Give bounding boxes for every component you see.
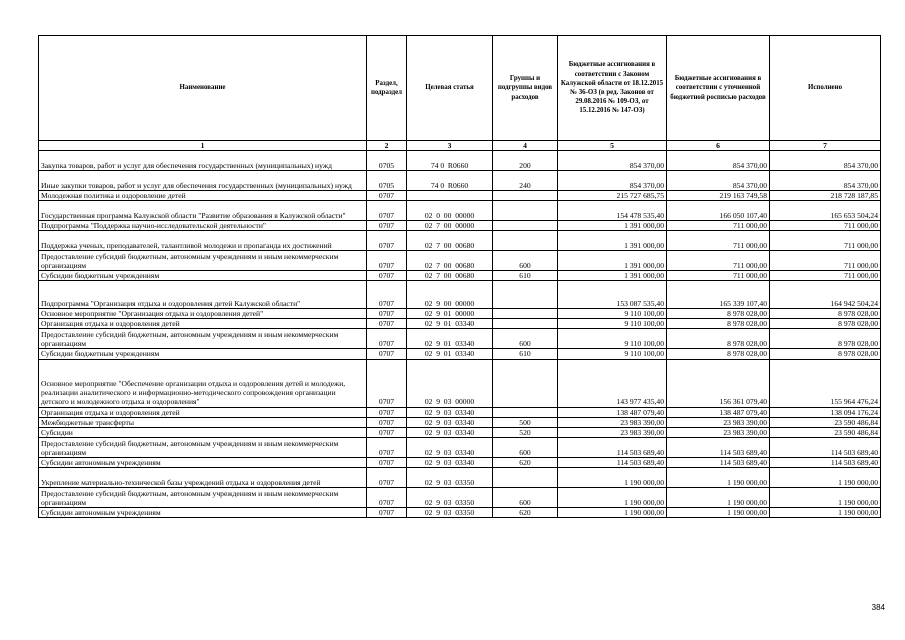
cell-target xyxy=(407,191,493,201)
cell-target: 02 7 00 00680 xyxy=(407,231,493,251)
cell-group: 620 xyxy=(493,457,558,467)
cell-executed: 1 190 000,00 xyxy=(770,467,881,487)
cell-executed: 23 590 486,84 xyxy=(770,427,881,437)
cell-refined: 711 000,00 xyxy=(667,221,770,231)
header-section: Раздел, подраздел xyxy=(367,36,407,141)
table-row xyxy=(39,507,881,517)
cell-law: 215 727 685,75 xyxy=(558,191,667,201)
cell-section: 0705 xyxy=(367,171,407,191)
cell-target: 02 9 01 00000 xyxy=(407,309,493,319)
cell-target: 02 9 03 03340 xyxy=(407,407,493,417)
cell-target: 02 9 01 03340 xyxy=(407,349,493,359)
cell-section: 0707 xyxy=(367,407,407,417)
cell-law: 1 391 000,00 xyxy=(558,221,667,231)
cell-group xyxy=(493,407,558,417)
cell-name: Подпрограмма "Поддержка научно-исследовательской деятельности" xyxy=(39,221,367,231)
cell-target: 02 9 03 03340 xyxy=(407,457,493,467)
cell-law: 1 391 000,00 xyxy=(558,231,667,251)
table-row xyxy=(39,427,881,437)
table-row xyxy=(39,191,881,201)
cell-name: Предоставление субсидий бюджетным, автономным учреждениям и иным некоммерческим организациям xyxy=(39,329,367,349)
column-number: 5 xyxy=(558,141,667,151)
cell-name: Межбюджетные трансферты xyxy=(39,417,367,427)
cell-section: 0707 xyxy=(367,191,407,201)
table-row xyxy=(39,221,881,231)
cell-target: 02 9 03 03340 xyxy=(407,427,493,437)
cell-section: 0707 xyxy=(367,437,407,457)
table-row xyxy=(39,231,881,251)
page-number: 384 xyxy=(871,603,885,612)
cell-name: Субсидии автономным учреждениям xyxy=(39,457,367,467)
cell-name: Организация отдыха и оздоровления детей xyxy=(39,319,367,329)
cell-refined: 23 983 390,00 xyxy=(667,427,770,437)
header-name: Наименование xyxy=(39,36,367,141)
cell-section: 0707 xyxy=(367,417,407,427)
table-row xyxy=(39,171,881,191)
cell-executed: 8 978 028,00 xyxy=(770,309,881,319)
cell-group: 240 xyxy=(493,171,558,191)
cell-name: Основное мероприятие "Обеспечение организации отдыха и оздоровления детей и молодежи, реализации аналитического и информационно-методического сопровождения организации детского и молодежного отдыха и оздоровления" xyxy=(39,359,367,407)
cell-refined: 8 978 028,00 xyxy=(667,319,770,329)
cell-name: Предоставление субсидий бюджетным, автономным учреждениям и иным некоммерческим организациям xyxy=(39,437,367,457)
cell-section: 0707 xyxy=(367,487,407,507)
cell-section: 0707 xyxy=(367,251,407,271)
cell-refined: 854 370,00 xyxy=(667,171,770,191)
cell-name: Субсидии бюджетным учреждениям xyxy=(39,271,367,281)
cell-law: 138 487 079,40 xyxy=(558,407,667,417)
table-row xyxy=(39,151,881,171)
cell-law: 1 190 000,00 xyxy=(558,507,667,517)
cell-refined: 156 361 079,40 xyxy=(667,359,770,407)
table-row xyxy=(39,417,881,427)
cell-refined: 166 050 107,40 xyxy=(667,201,770,221)
cell-executed: 711 000,00 xyxy=(770,231,881,251)
table-row xyxy=(39,407,881,417)
cell-name: Субсидии xyxy=(39,427,367,437)
cell-executed: 8 978 028,00 xyxy=(770,329,881,349)
cell-group: 500 xyxy=(493,417,558,427)
table-row xyxy=(39,487,881,507)
cell-group: 620 xyxy=(493,507,558,517)
cell-law: 1 190 000,00 xyxy=(558,487,667,507)
column-number: 1 xyxy=(39,141,367,151)
table-row xyxy=(39,457,881,467)
cell-law: 1 190 000,00 xyxy=(558,467,667,487)
cell-name: Подпрограмма "Организация отдыха и оздоровления детей Калужской области" xyxy=(39,281,367,309)
cell-refined: 8 978 028,00 xyxy=(667,349,770,359)
cell-executed: 8 978 028,00 xyxy=(770,319,881,329)
cell-group xyxy=(493,467,558,487)
cell-target: 02 9 03 03340 xyxy=(407,417,493,427)
table-row xyxy=(39,309,881,319)
table-row xyxy=(39,437,881,457)
cell-section: 0707 xyxy=(367,231,407,251)
cell-group: 600 xyxy=(493,437,558,457)
cell-group: 600 xyxy=(493,329,558,349)
cell-section: 0707 xyxy=(367,427,407,437)
cell-section: 0707 xyxy=(367,281,407,309)
cell-section: 0707 xyxy=(367,319,407,329)
cell-refined: 1 190 000,00 xyxy=(667,487,770,507)
cell-group xyxy=(493,201,558,221)
cell-name: Государственная программа Калужской области "Развитие образования в Калужской области" xyxy=(39,201,367,221)
cell-target: 02 9 03 00000 xyxy=(407,359,493,407)
cell-executed: 138 094 176,24 xyxy=(770,407,881,417)
header-executed: Исполнено xyxy=(770,36,881,141)
header-law: Бюджетные ассигнования в соответствии с Законом Калужской области от 18.12.2015 № 36-ОЗ (в ред. Законов от 29.08.2016 № 109-ОЗ, от 15.12.2016 № 147-ОЗ) xyxy=(558,36,667,141)
cell-executed: 711 000,00 xyxy=(770,251,881,271)
cell-refined: 711 000,00 xyxy=(667,271,770,281)
cell-section: 0707 xyxy=(367,359,407,407)
table-row xyxy=(39,319,881,329)
cell-group: 600 xyxy=(493,487,558,507)
cell-target: 74 0 R0660 xyxy=(407,171,493,191)
cell-target: 02 7 00 00680 xyxy=(407,271,493,281)
cell-target: 02 9 03 03350 xyxy=(407,487,493,507)
cell-group xyxy=(493,221,558,231)
cell-refined: 8 978 028,00 xyxy=(667,329,770,349)
cell-name: Молодежная политика и оздоровление детей xyxy=(39,191,367,201)
cell-target: 74 0 R0660 xyxy=(407,151,493,171)
cell-refined: 711 000,00 xyxy=(667,251,770,271)
cell-target: 02 9 03 03350 xyxy=(407,467,493,487)
header-target: Целевая статья xyxy=(407,36,493,141)
cell-executed: 164 942 504,24 xyxy=(770,281,881,309)
cell-executed: 711 000,00 xyxy=(770,271,881,281)
cell-name: Субсидии автономным учреждениям xyxy=(39,507,367,517)
cell-refined: 854 370,00 xyxy=(667,151,770,171)
header-groups: Группы и подгруппы видов расходов xyxy=(493,36,558,141)
cell-target: 02 7 00 00000 xyxy=(407,221,493,231)
cell-section: 0707 xyxy=(367,201,407,221)
cell-refined: 1 190 000,00 xyxy=(667,507,770,517)
cell-law: 9 110 100,00 xyxy=(558,309,667,319)
cell-name: Иные закупки товаров, работ и услуг для обеспечения государственных (муниципальных) нужд xyxy=(39,171,367,191)
cell-section: 0705 xyxy=(367,151,407,171)
table-row xyxy=(39,467,881,487)
column-number: 3 xyxy=(407,141,493,151)
cell-name: Основное мероприятие "Организация отдыха и оздоровления детей" xyxy=(39,309,367,319)
cell-target: 02 9 03 03340 xyxy=(407,437,493,457)
cell-name: Организация отдыха и оздоровления детей xyxy=(39,407,367,417)
cell-target: 02 9 00 00000 xyxy=(407,281,493,309)
cell-law: 114 503 689,40 xyxy=(558,457,667,467)
cell-group: 520 xyxy=(493,427,558,437)
cell-law: 1 391 000,00 xyxy=(558,271,667,281)
cell-refined: 1 190 000,00 xyxy=(667,467,770,487)
cell-law: 114 503 689,40 xyxy=(558,437,667,457)
cell-section: 0707 xyxy=(367,467,407,487)
cell-target: 02 9 01 03340 xyxy=(407,329,493,349)
cell-law: 9 110 100,00 xyxy=(558,329,667,349)
cell-section: 0707 xyxy=(367,507,407,517)
cell-law: 1 391 000,00 xyxy=(558,251,667,271)
cell-target: 02 9 03 03350 xyxy=(407,507,493,517)
cell-law: 23 983 390,00 xyxy=(558,417,667,427)
cell-executed: 711 000,00 xyxy=(770,221,881,231)
cell-refined: 138 487 079,40 xyxy=(667,407,770,417)
cell-name: Укрепление материально-технической базы учреждений отдыха и оздоровления детей xyxy=(39,467,367,487)
cell-law: 9 110 100,00 xyxy=(558,319,667,329)
cell-section: 0707 xyxy=(367,349,407,359)
cell-group: 200 xyxy=(493,151,558,171)
cell-group xyxy=(493,281,558,309)
cell-executed: 218 728 187,85 xyxy=(770,191,881,201)
cell-name: Предоставление субсидий бюджетным, автономным учреждениям и иным некоммерческим организациям xyxy=(39,487,367,507)
cell-name: Закупка товаров, работ и услуг для обеспечения государственных (муниципальных) нужд xyxy=(39,151,367,171)
column-number: 4 xyxy=(493,141,558,151)
header-row xyxy=(39,36,881,141)
cell-section: 0707 xyxy=(367,221,407,231)
cell-refined: 219 163 749,58 xyxy=(667,191,770,201)
cell-group xyxy=(493,231,558,251)
cell-refined: 8 978 028,00 xyxy=(667,309,770,319)
table-row xyxy=(39,251,881,271)
cell-group: 600 xyxy=(493,251,558,271)
cell-executed: 1 190 000,00 xyxy=(770,507,881,517)
table-row xyxy=(39,329,881,349)
cell-target: 02 0 00 00000 xyxy=(407,201,493,221)
cell-refined: 165 339 107,40 xyxy=(667,281,770,309)
column-number: 7 xyxy=(770,141,881,151)
cell-executed: 114 503 689,40 xyxy=(770,437,881,457)
cell-refined: 711 000,00 xyxy=(667,231,770,251)
cell-group: 610 xyxy=(493,271,558,281)
table-row xyxy=(39,281,881,309)
cell-executed: 1 190 000,00 xyxy=(770,487,881,507)
cell-law: 9 110 100,00 xyxy=(558,349,667,359)
cell-executed: 165 653 504,24 xyxy=(770,201,881,221)
cell-refined: 114 503 689,40 xyxy=(667,457,770,467)
header-refined: Бюджетные ассигнования в соответствии с уточненной бюджетной росписью расходов xyxy=(667,36,770,141)
cell-executed: 155 964 476,24 xyxy=(770,359,881,407)
cell-law: 153 087 535,40 xyxy=(558,281,667,309)
cell-executed: 114 503 689,40 xyxy=(770,457,881,467)
column-number: 6 xyxy=(667,141,770,151)
cell-section: 0707 xyxy=(367,271,407,281)
cell-group xyxy=(493,359,558,407)
cell-section: 0707 xyxy=(367,309,407,319)
cell-name: Поддержка ученых, преподавателей, талантливой молодежи и пропаганда их достижений xyxy=(39,231,367,251)
cell-group xyxy=(493,319,558,329)
cell-section: 0707 xyxy=(367,329,407,349)
cell-group: 610 xyxy=(493,349,558,359)
table-row xyxy=(39,271,881,281)
table-row xyxy=(39,201,881,221)
cell-executed: 854 370,00 xyxy=(770,151,881,171)
cell-law: 154 478 535,40 xyxy=(558,201,667,221)
cell-executed: 8 978 028,00 xyxy=(770,349,881,359)
cell-name: Предоставление субсидий бюджетным, автономным учреждениям и иным некоммерческим организациям xyxy=(39,251,367,271)
cell-executed: 854 370,00 xyxy=(770,171,881,191)
cell-group xyxy=(493,191,558,201)
cell-section: 0707 xyxy=(367,457,407,467)
cell-law: 23 983 390,00 xyxy=(558,427,667,437)
cell-group xyxy=(493,309,558,319)
cell-target: 02 7 00 00680 xyxy=(407,251,493,271)
cell-law: 854 370,00 xyxy=(558,151,667,171)
column-number-row xyxy=(39,141,881,151)
cell-law: 143 977 435,40 xyxy=(558,359,667,407)
cell-target: 02 9 01 03340 xyxy=(407,319,493,329)
cell-name: Субсидии бюджетным учреждениям xyxy=(39,349,367,359)
column-number: 2 xyxy=(367,141,407,151)
cell-executed: 23 590 486,84 xyxy=(770,417,881,427)
cell-law: 854 370,00 xyxy=(558,171,667,191)
table-row xyxy=(39,359,881,407)
budget-table xyxy=(38,35,881,518)
cell-refined: 23 983 390,00 xyxy=(667,417,770,427)
cell-refined: 114 503 689,40 xyxy=(667,437,770,457)
table-row xyxy=(39,349,881,359)
